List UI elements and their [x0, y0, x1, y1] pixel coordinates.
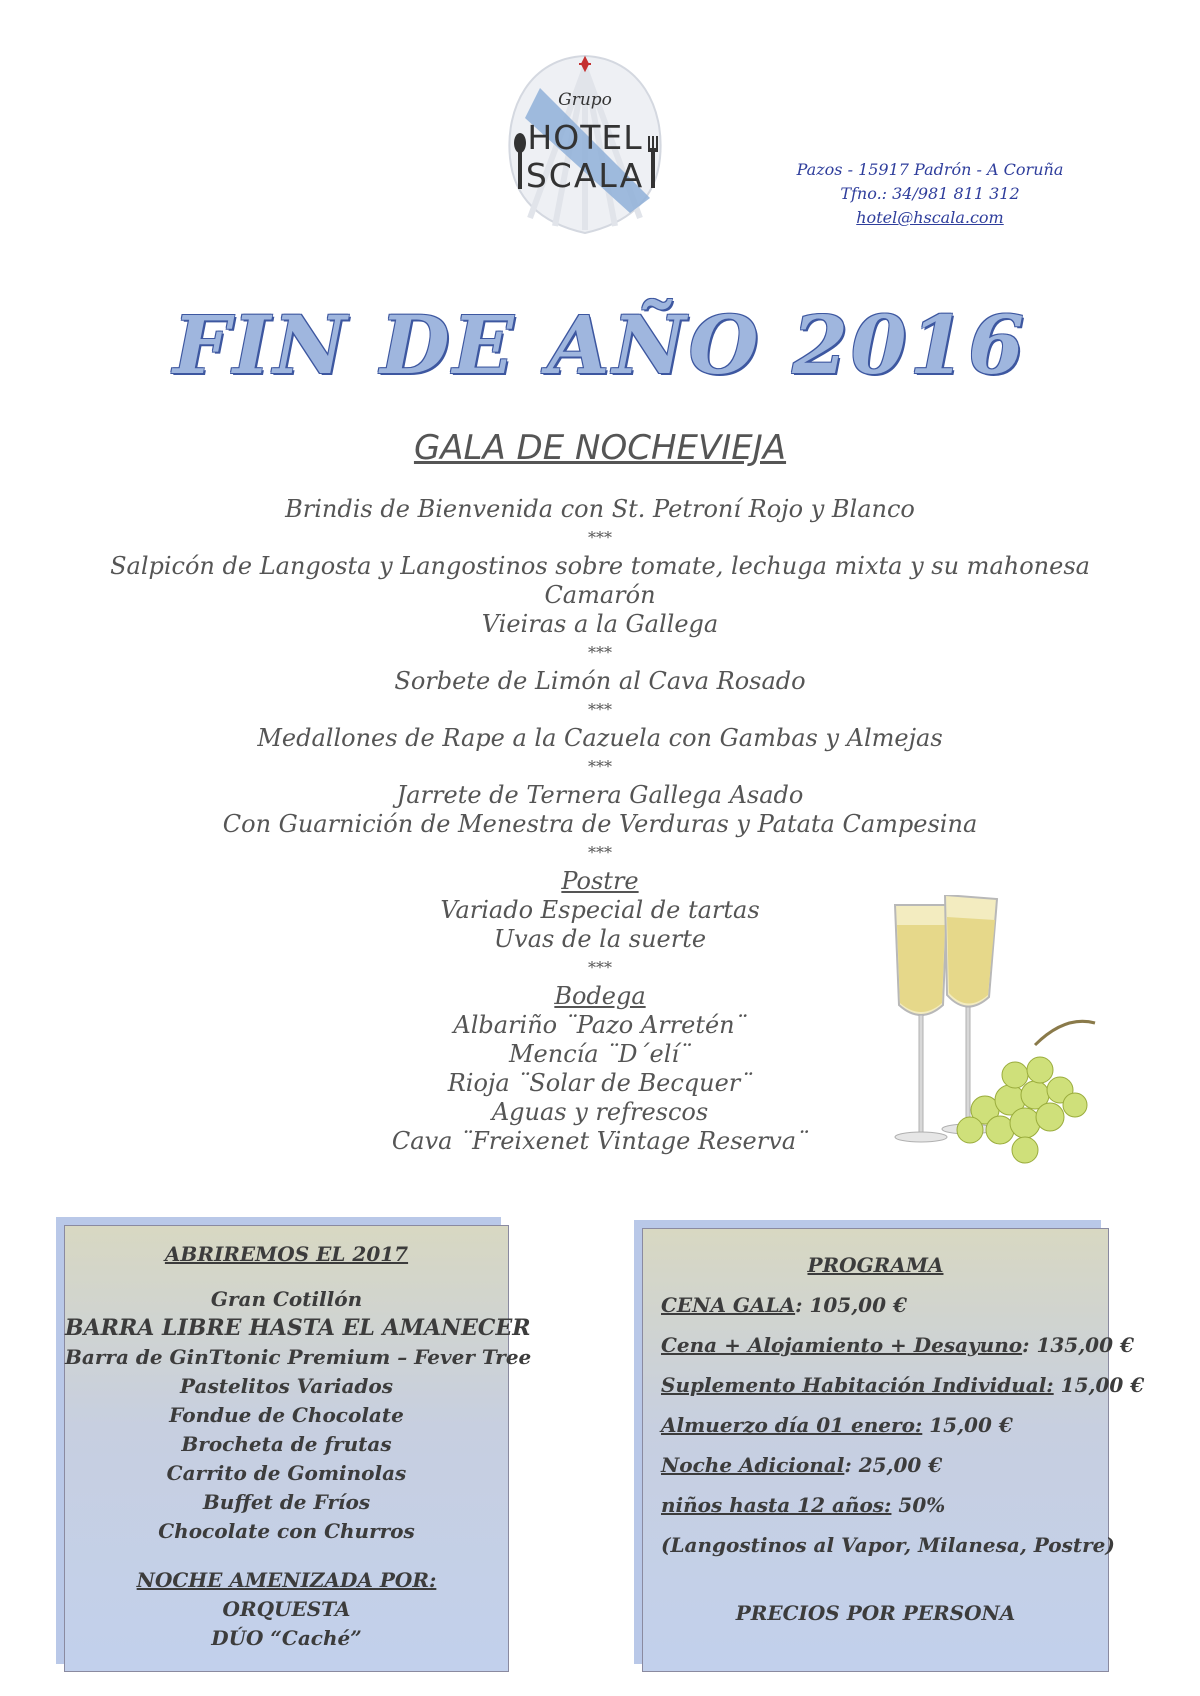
menu-wine: Albariño ¨Pazo Arretén¨	[453, 1011, 747, 1039]
price-label: Almuerzo día 01 enero:	[661, 1413, 923, 1437]
logo-hotel-text: HOTEL	[527, 118, 643, 157]
page-subtitle: GALA DE NOCHEVIEJA	[413, 428, 787, 468]
price-row	[661, 1445, 1108, 1485]
menu-wine: Aguas y refrescos	[491, 1098, 709, 1126]
logo-grupo-text: Grupo	[558, 90, 612, 110]
party-item: Pastelitos Variados	[180, 1374, 393, 1398]
menu-separator: ***	[588, 757, 612, 776]
party-item: Chocolate con Churros	[158, 1519, 415, 1543]
contact-phone: Tfno.: 34/981 811 312	[840, 184, 1020, 203]
price-value: 15,00 €	[922, 1413, 1013, 1437]
page-title: FIN DE AÑO 2016	[173, 298, 1027, 392]
music-item: DÚO “Caché”	[211, 1626, 362, 1650]
price-row	[661, 1325, 1134, 1365]
music-item: ORQUESTA	[222, 1597, 351, 1621]
prices-footer: PRECIOS POR PERSONA	[735, 1601, 1016, 1625]
menu-dessert: Uvas de la suerte	[493, 925, 707, 953]
contact-address: Pazos - 15917 Padrón - A Coruña	[796, 160, 1064, 179]
champagne-grapes-illustration	[885, 895, 1115, 1195]
party-item: BARRA LIBRE HASTA EL AMANECER	[65, 1315, 531, 1341]
party-item: Buffet de Fríos	[202, 1490, 371, 1514]
price-row	[661, 1405, 1108, 1445]
menu-starter: Salpicón de Langosta y Langostinos sobre tomate, lechuga mixta y su mahonesa	[110, 552, 1090, 580]
price-row	[661, 1485, 1108, 1525]
menu-fish: Medallones de Rape a la Cazuela con Gambas y Almejas	[257, 724, 943, 752]
menu-dessert: Variado Especial de tartas	[440, 896, 760, 924]
party-heading: ABRIREMOS EL 2017	[164, 1242, 409, 1266]
menu-wine-heading: Bodega	[554, 982, 646, 1010]
price-label: Noche Adicional	[661, 1453, 845, 1477]
menu-separator: ***	[588, 843, 612, 862]
logo-scala-text: SCALA	[525, 156, 645, 195]
party-item: Fondue de Chocolate	[169, 1403, 404, 1427]
contact-block	[760, 158, 1100, 230]
menu-separator: ***	[588, 700, 612, 719]
price-row	[661, 1285, 1108, 1325]
grapes-icon	[957, 1021, 1095, 1163]
price-label: niños hasta 12 años:	[661, 1493, 892, 1517]
price-label: Cena + Alojamiento + Desayuno	[661, 1333, 1023, 1357]
new-year-party-box	[64, 1225, 532, 1672]
menu-welcome: Brindis de Bienvenida con St. Petroní Rojo y Blanco	[285, 495, 915, 523]
hotel-logo	[500, 48, 670, 238]
menu-separator: ***	[588, 958, 612, 977]
price-value: 50%	[891, 1493, 946, 1517]
program-heading: PROGRAMA	[807, 1253, 944, 1277]
menu-starter: Camarón	[544, 581, 656, 609]
menu-sorbet: Sorbete de Limón al Cava Rosado	[394, 667, 806, 695]
menu-wine: Mencía ¨D´elí¨	[508, 1040, 692, 1068]
menu-dessert-heading: Postre	[561, 867, 639, 895]
price-row	[661, 1365, 1145, 1405]
menu-meat: Con Guarnición de Menestra de Verduras y Patata Campesina	[222, 810, 978, 838]
price-label: CENA GALA	[661, 1293, 796, 1317]
menu-meat: Jarrete de Ternera Gallega Asado	[396, 781, 804, 809]
price-value: : 135,00 €	[1022, 1333, 1134, 1357]
menu-wine: Rioja ¨Solar de Becquer¨	[447, 1069, 753, 1097]
price-value: 15,00 €	[1053, 1373, 1145, 1397]
party-item: Carrito de Gominolas	[166, 1461, 407, 1485]
price-value: : 25,00 €	[844, 1453, 943, 1477]
contact-email-link[interactable]: hotel@hscala.com	[856, 208, 1004, 227]
program-prices-box	[642, 1228, 1145, 1672]
price-value: : 105,00 €	[795, 1293, 907, 1317]
party-item: Brocheta de frutas	[181, 1432, 392, 1456]
kids-menu-note: (Langostinos al Vapor, Milanesa, Postre)	[661, 1533, 1115, 1557]
music-heading: NOCHE AMENIZADA POR:	[136, 1568, 437, 1592]
champagne-glass-icon	[895, 905, 947, 1142]
menu-separator: ***	[588, 528, 612, 547]
price-label: Suplemento Habitación Individual:	[661, 1373, 1054, 1397]
party-item: Gran Cotillón	[210, 1287, 363, 1311]
party-item: Barra de GinTtonic Premium – Fever Tree	[65, 1345, 532, 1369]
menu-starter: Vieiras a la Gallega	[481, 610, 719, 638]
menu-wine: Cava ¨Freixenet Vintage Reserva¨	[391, 1127, 809, 1155]
menu-separator: ***	[588, 643, 612, 662]
